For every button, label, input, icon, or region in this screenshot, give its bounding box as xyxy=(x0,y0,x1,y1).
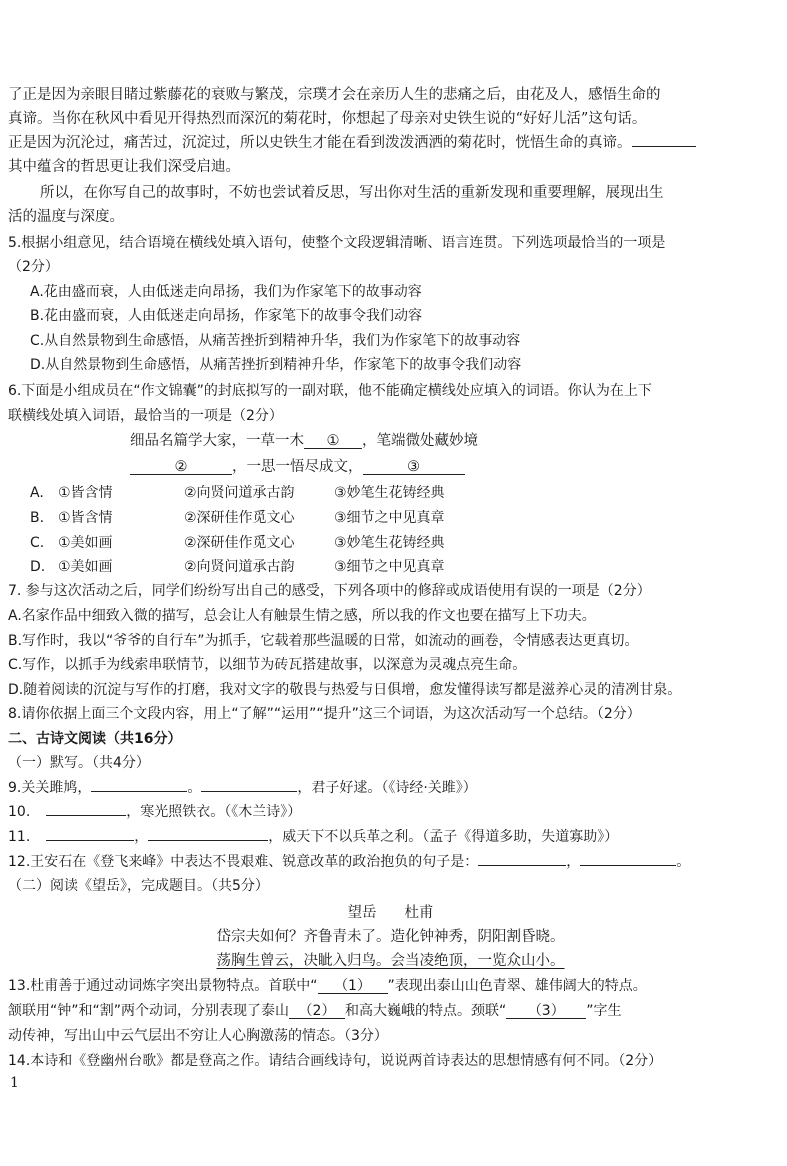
q6-option xyxy=(30,532,773,554)
answer-blank[interactable] xyxy=(148,826,268,841)
q10-text: ，寒光照铁衣。（《木兰诗》） xyxy=(126,804,302,820)
q12-text: ， xyxy=(566,854,581,870)
q6-option xyxy=(30,556,773,578)
q7-option-d: D.随着阅读的沉淀与写作的打磨，我对文字的敬畏与热爱与日俱增，愈发懂得读写都是滋养心灵的清冽甘泉。 xyxy=(8,682,682,698)
poem-heading xyxy=(8,902,773,924)
option-cell: ③妙笔生花铸经典 xyxy=(334,535,445,551)
blank-2[interactable]: ② xyxy=(130,460,232,475)
q13-text: 和高大巍峨的特点。颈联“ xyxy=(345,1003,507,1019)
option-cell: ②深研佳作觅文心 xyxy=(184,510,295,526)
q14-stem: 14.本诗和《登幽州台歌》都是登高之作。请结合画线诗句，说说两首诗表达的思想情感有何不同。（2分） xyxy=(8,1053,663,1069)
option-cell: ①皆含情 xyxy=(58,510,113,526)
q11-text: 11. xyxy=(8,829,31,845)
blank-3[interactable]: （3） xyxy=(506,1004,586,1019)
blank-2[interactable]: （2） xyxy=(289,1004,345,1019)
passage-line: 所以，在你写自己的故事时，不妨也尝试着反思，写出你对生活的重新发现和重要理解，展现出生 xyxy=(40,185,664,201)
option-letter: A. xyxy=(30,485,44,501)
couplet-text: ，一思一悟尽成文， xyxy=(232,459,363,475)
q9 xyxy=(8,777,773,799)
poem-text: 荡胸生曾云，决眦入归鸟。会当凌绝顶，一览众山小。 xyxy=(216,953,565,969)
q13-text: 13.杜甫善于通过动词炼字突出景物特点。首联中“ xyxy=(8,978,318,994)
option-cell: ③细节之中见真章 xyxy=(334,510,445,526)
couplet-text: 细品名篇学大家，一草一木 xyxy=(130,433,304,449)
q6-stem: 6.下面是小组成员在“作文锦囊”的封底拟写的一副对联，他不能确定横线处应填入的词语。你认为在上下 xyxy=(8,383,652,399)
option-cell: ①美如画 xyxy=(58,535,113,551)
q13-line: 动传神，写出山中云气层出不穷让人心胸激荡的情态。（3分） xyxy=(8,1028,388,1044)
couplet-lower xyxy=(130,456,773,478)
answer-blank[interactable] xyxy=(580,851,676,866)
option-cell: ③细节之中见真章 xyxy=(334,559,445,575)
option-cell: ①皆含情 xyxy=(58,485,113,501)
answer-blank[interactable] xyxy=(46,801,126,816)
q13-line xyxy=(8,975,773,997)
q10 xyxy=(8,801,773,823)
answer-blank[interactable] xyxy=(478,851,566,866)
subsection-title: （二）阅读《望岳》，完成题目。（共5分） xyxy=(8,878,269,894)
q5-option-b: B.花由盛而衰，人由低迷走向昂扬，作家笔下的故事令我们动容 xyxy=(30,308,423,324)
couplet-text: ，笔端微处藏妙境 xyxy=(362,433,478,449)
section-title: 二、古诗文阅读（共16分） xyxy=(8,731,182,747)
q11 xyxy=(8,826,773,848)
q7-stem: 7. 参与这次活动之后，同学们纷纷写出自己的感受，下列各项中的修辞或成语使用有误的一项是（2分） xyxy=(8,583,651,599)
q11-text: ， xyxy=(134,829,149,845)
q5-option-a: A.花由盛而衰，人由低迷走向昂扬，我们为作家笔下的故事动容 xyxy=(30,284,422,300)
option-cell: ③妙笔生花铸经典 xyxy=(334,485,445,501)
poem-line xyxy=(8,950,773,972)
option-cell: ①美如画 xyxy=(58,559,113,575)
q5-stem: 5.根据小组意见，结合语境在横线处填入语句，使整个文段逻辑清晰、语言连贯。下列选项最恰当的一项是 xyxy=(8,235,666,251)
q9-text: 9.关关雎鸠， xyxy=(8,780,92,796)
option-cell: ②深研佳作觅文心 xyxy=(184,535,295,551)
q13-text: 颔联用“钟”和“割”两个动词，分别表现了泰山 xyxy=(8,1003,290,1019)
q7-option-a: A.名家作品中细致入微的描写，总会让人有触景生情之感，所以我的作文也要在描写上下功夫。 xyxy=(8,608,596,624)
q6-stem: 联横线处填入词语，最恰当的一项是（2分） xyxy=(8,408,283,424)
q7-option-c: C.写作，以抓手为线索串联情节，以细节为砖瓦搭建故事，以深意为灵魂点亮生命。 xyxy=(8,657,527,673)
answer-blank[interactable] xyxy=(91,777,187,792)
q6-option xyxy=(30,507,773,529)
q8-stem: 8.请你依据上面三个文段内容，用上“了解”“运用”“提升”这三个词语，为这次活动写一个总结。（2分） xyxy=(8,706,641,722)
passage-text: 正是因为沉沦过，痛苦过，沉淀过，所以史铁生才能在看到泼泼洒洒的菊花时，恍悟生命的真谛。 xyxy=(8,135,632,151)
couplet-upper xyxy=(130,430,773,452)
subsection-title: （一）默写。（共4分） xyxy=(8,755,150,771)
q10-text: 10. xyxy=(8,804,31,820)
q6-option xyxy=(30,482,773,504)
passage-line xyxy=(8,132,773,154)
q5-option-d: D.从自然景物到生命感悟，从痛苦挫折到精神升华，作家笔下的故事令我们动容 xyxy=(30,357,522,373)
passage-line: 其中蕴含的哲思更让我们深受启迪。 xyxy=(8,159,240,175)
poem-author: 杜甫 xyxy=(404,905,434,921)
q5-stem: （2分） xyxy=(8,259,59,275)
q12-text: 12.王安石在《登飞来峰》中表达不畏艰难、锐意改革的政治抱负的句子是： xyxy=(8,854,479,870)
blank-3[interactable]: ③ xyxy=(363,460,465,475)
passage-line: 了正是因为亲眼目睹过紫藤花的衰败与繁茂，宗璞才会在亲历人生的悲痛之后，由花及人，感悟生命的 xyxy=(8,87,661,103)
q9-text: ，君子好逑。（《诗经·关雎》） xyxy=(297,780,477,796)
q12 xyxy=(8,851,773,873)
option-letter: C. xyxy=(30,535,45,551)
option-letter: D. xyxy=(30,559,46,575)
answer-blank[interactable] xyxy=(201,777,297,792)
page-number: 1 xyxy=(10,1075,19,1091)
option-cell: ②向贤问道承古韵 xyxy=(184,559,295,575)
q13-text: ”表现出泰山山色青翠、雄伟阔大的特点。 xyxy=(387,978,647,994)
answer-blank[interactable] xyxy=(632,132,696,147)
option-cell: ②向贤问道承古韵 xyxy=(184,485,295,501)
q7-option-b: B.写作时，我以“爷爷的自行车”为抓手，它载着那些温暖的日常，如流动的画卷，令情感表达更真切。 xyxy=(8,633,639,649)
answer-blank[interactable] xyxy=(46,826,134,841)
q13-line xyxy=(8,1000,773,1022)
option-letter: B. xyxy=(30,510,45,526)
passage-line: 活的温度与深度。 xyxy=(8,209,124,225)
poem-line: 岱宗夫如何？齐鲁青未了。造化钟神秀，阴阳割昏晓。 xyxy=(216,929,565,945)
blank-1[interactable]: （1） xyxy=(318,979,388,994)
q9-text: 。 xyxy=(187,780,202,796)
q13-text: ”字生 xyxy=(586,1003,622,1019)
q5-option-c: C.从自然景物到生命感悟，从痛苦挫折到精神升华，我们为作家笔下的故事动容 xyxy=(30,333,521,349)
passage-line: 真谛。当你在秋风中看见开得热烈而深沉的菊花时，你想起了母亲对史铁生说的“好好儿活”这句话。 xyxy=(8,111,647,127)
q11-text: ，威天下不以兵革之利。（孟子《得道多助，失道寡助》） xyxy=(268,829,619,845)
blank-1[interactable]: ① xyxy=(304,434,362,449)
q12-text: 。 xyxy=(676,854,691,870)
poem-title: 望岳 xyxy=(347,905,377,921)
